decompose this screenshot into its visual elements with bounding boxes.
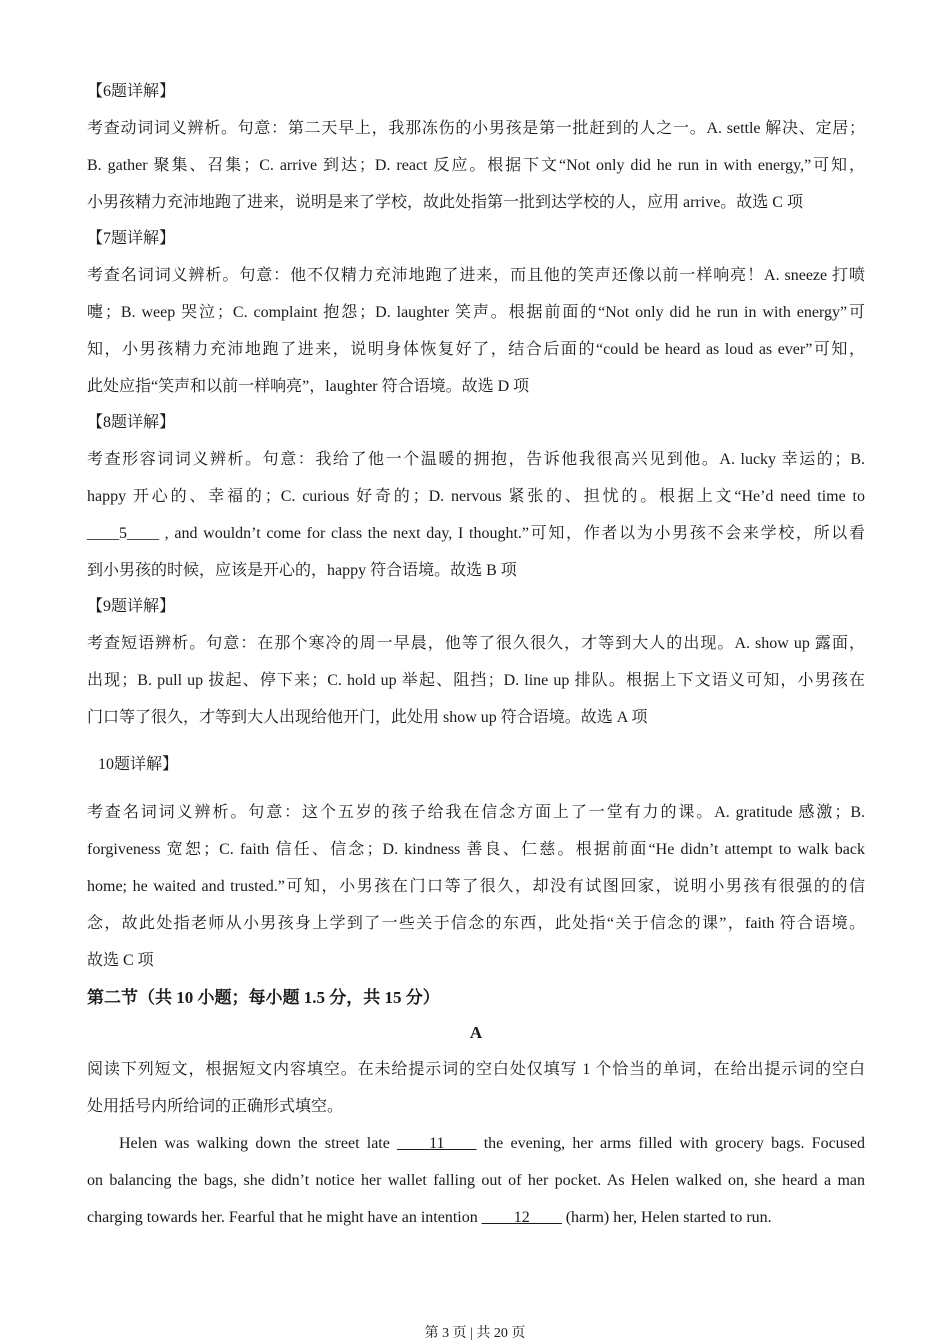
q7-heading: 【7题详解】 xyxy=(87,230,176,247)
q9-line-3: 门口等了很久，才等到大人出现给他开门，此处用 show up 符合语境。故选 A 项 xyxy=(87,709,648,726)
section-title: 第二节（共 10 小题；每小题 1.5 分，共 15 分） xyxy=(87,988,440,1007)
q9-line-2: 出现；B. pull up 拔起、停下来；C. hold up 举起、阻挡；D. line up 排队。根据上下文语义可知，小男孩在 xyxy=(87,672,865,689)
passage-line-1-post: the evening, her arms filled with grocery bags. Focused xyxy=(476,1135,865,1152)
q8-line-2: happy 开心的、幸福的；C. curious 好奇的；D. nervous 紧张的、担忧的。根据上文“He’d need time to xyxy=(87,488,865,505)
passage-line-2: on balancing the bags, she didn’t notice her wallet falling out of her pocket. As Helen walked on, she heard a man xyxy=(87,1172,865,1189)
passage-line-3-post: (harm) her, Helen started to run. xyxy=(561,1209,772,1226)
q10-line-3: home; he waited and trusted.”可知，小男孩在门口等了很久，却没有试图回家，说明小男孩有很强的的信 xyxy=(87,878,865,895)
passage-text xyxy=(87,1125,865,1236)
q8-heading: 【8题详解】 xyxy=(87,414,176,431)
q9-heading: 【9题详解】 xyxy=(87,598,176,615)
q10-line-5: 故选 C 项 xyxy=(87,952,154,969)
page-footer: 第 3 页 | 共 20 页 xyxy=(424,1326,526,1341)
instructions-line-1: 阅读下列短文，根据短文内容填空。在未给提示词的空白处仅填写 1 个恰当的单词，在给出提示词的空白 xyxy=(87,1061,865,1078)
q6-line-1: 考查动词词义辨析。句意：第二天早上，我那冻伤的小男孩是第一批赶到的人之一。A. settle 解决、定居； xyxy=(87,120,865,137)
section-instructions xyxy=(87,1051,865,1125)
q7-explanation xyxy=(87,257,865,405)
passage-line-1-pre: Helen was walking down the street late xyxy=(119,1135,398,1152)
blank-11: ____11____ xyxy=(397,1135,477,1152)
q9-explanation xyxy=(87,625,865,736)
document-page xyxy=(87,74,865,1236)
q9-line-1: 考查短语辨析。句意：在那个寒冷的周一早晨，他等了很久很久，才等到大人的出现。A. show up 露面， xyxy=(87,635,865,652)
q10-explanation xyxy=(87,794,865,979)
passage-line-3 xyxy=(87,1199,865,1236)
q10-line-2: forgiveness 宽恕；C. faith 信任、信念；D. kindness 善良、仁慈。根据前面“He didn’t attempt to walk back xyxy=(87,841,865,858)
q8-line-1: 考查形容词词义辨析。句意：我给了他一个温暖的拥抱，告诉他我很高兴见到他。A. lucky 幸运的；B. xyxy=(87,451,865,468)
q10-line-1: 考查名词词义辨析。句意：这个五岁的孩子给我在信念方面上了一堂有力的课。A. gratitude 感激；B. xyxy=(87,804,865,821)
q7-line-4: 此处应指“笑声和以前一样响亮”，laughter 符合语境。故选 D 项 xyxy=(87,378,530,395)
instructions-line-2: 处用括号内所给词的正确形式填空。 xyxy=(87,1098,344,1115)
q7-line-1: 考查名词词义辨析。句意：他不仅精力充沛地跑了进来，而且他的笑声还像以前一样响亮！A. sneeze 打喷 xyxy=(87,267,865,284)
q7-line-3: 知，小男孩精力充沛地跑了进来，说明身体恢复好了，结合后面的“could be heard as loud as ever”可知， xyxy=(87,341,865,358)
q8-explanation xyxy=(87,441,865,589)
q6-heading: 【6题详解】 xyxy=(87,83,176,100)
passage-line-3-pre: charging towards her. Fearful that he might have an intention xyxy=(87,1209,482,1226)
q7-line-2: 嚏；B. weep 哭泣；C. complaint 抱怨；D. laughter 笑声。根据前面的“Not only did he run in with energy”可 xyxy=(87,304,865,321)
passage-line-1 xyxy=(87,1125,865,1162)
q8-line-3-text: , and wouldn’t come for class the next day, I thought.”可知，作者以为小男孩不会来学校，所以看 xyxy=(159,525,865,542)
q8-line-3 xyxy=(87,515,865,552)
q6-explanation xyxy=(87,110,865,221)
q8-blank: ____5____ xyxy=(87,525,159,542)
q8-line-4: 到小男孩的时候，应该是开心的，happy 符合语境。故选 B 项 xyxy=(87,562,517,579)
q6-line-3: 小男孩精力充沛地跑了进来，说明是来了学校，故此处指第一批到达学校的人，应用 arrive。故选 C 项 xyxy=(87,194,803,211)
q10-line-4: 念，故此处指老师从小男孩身上学到了一些关于信念的东西，此处指“关于信念的课”，faith 符合语境。 xyxy=(87,915,865,932)
blank-12: ____12____ xyxy=(481,1209,562,1226)
passage-label: A xyxy=(469,1023,483,1042)
q10-heading: 10题详解】 xyxy=(98,756,179,773)
q6-line-2: B. gather 聚集、召集；C. arrive 到达；D. react 反应。根据下文“Not only did he run in with energy,”可知， xyxy=(87,157,865,174)
